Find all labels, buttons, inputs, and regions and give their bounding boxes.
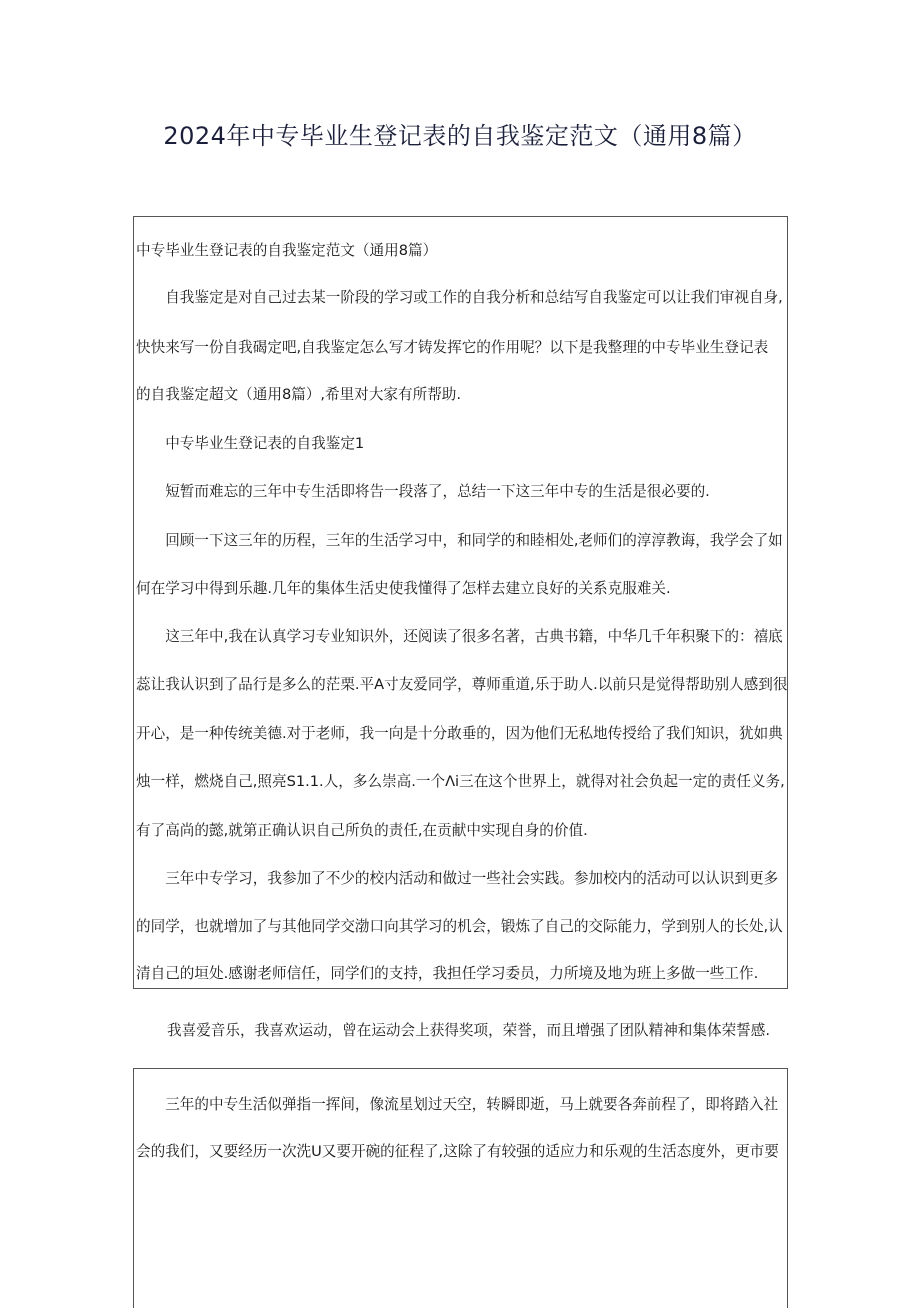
text-line: 蕊让我认识到了品行是多么的茫栗.平A寸友爱同学，尊师重道,乐于助人.以前只是觉得帮助别人感到很 [136,676,788,693]
standalone-paragraph: 我喜爱音乐，我喜欢运动，曾在运动会上获得奖项，荣誉，而且增强了团队精神和集体荣誓感. [167,1022,770,1039]
text-line: 三年中专学习，我参加了不少的校内活动和做过一些社会实践。参加校内的活动可以认识到更多 [136,870,779,887]
document-title: 2024年中专毕业生登记表的自我鉴定范文（通用8篇） [163,122,757,150]
text-line: 三年的中专生活似弹指一挥间，像流星划过天空，转瞬即逝，马上就要各奔前程了，即将踏入社 [136,1096,779,1113]
text-box-main [133,216,788,989]
text-line: 开心，是一种传统美德.对于老师，我一向是十分敢垂的，因为他们无私地传授给了我们知识，犹如典 [136,725,783,742]
text-line: 的同学，也就增加了与其他同学交渤口向其学习的机会，锻炼了自己的交际能力，学到别人的长处,认 [136,918,783,935]
text-line: 会的我们，又要经历一次洗U又要开碗的征程了,这除了有较强的适应力和乐观的生活态度外，更市要 [136,1143,779,1160]
text-line: 回顾一下这三年的历程，三年的生活学习中，和同学的和睦相处,老师们的淳淳教诲，我学会了如 [136,532,783,549]
text-line: 清自己的垣处.感谢老师信任，同学们的支持，我担任学习委员，力所境及地为班上多做一些工作. [136,965,759,982]
text-line: 自我鉴定是对自己过去某一阶段的学习或工作的自我分析和总结写自我鉴定可以让我们审视自身, [136,289,783,306]
section-heading: 中专毕业生登记表的自我鉴定1 [136,435,365,452]
text-line: 的自我鉴定超文（通用8篇）,希里对大家有所帮助. [136,386,462,403]
text-line: 短暂而难忘的三年中专生活即将告一段落了，总结一下这三年中专的生活是很必要的. [136,483,710,500]
text-box-continued [133,1068,788,1308]
text-line: 有了高尚的懿,就第正确认识自己所负的责任,在贡献中实现自身的价值. [136,822,588,839]
box-heading: 中专毕业生登记表的自我鉴定范文（通用8篇） [136,242,438,259]
text-line: 何在学习中得到乐趣.几年的集体生活史使我懂得了怎样去建立良好的关系克服难关. [136,580,671,597]
text-line: 快快来写一份自我碣定吧,自我鉴定怎么写才铸发挥它的作用呢？以下是我整理的中专毕业生登记表 [136,339,769,356]
text-line: 烛一样，燃烧自己,照亮S1.1.人，多么崇高.一个Λi三在这个世界上，就得对社会负起一定的责任义务, [136,773,785,790]
text-line: 这三年中,我在认真学习专业知识外，还阅读了很多名著，古典书籍，中华几千年积聚下的：禧底 [136,628,783,645]
